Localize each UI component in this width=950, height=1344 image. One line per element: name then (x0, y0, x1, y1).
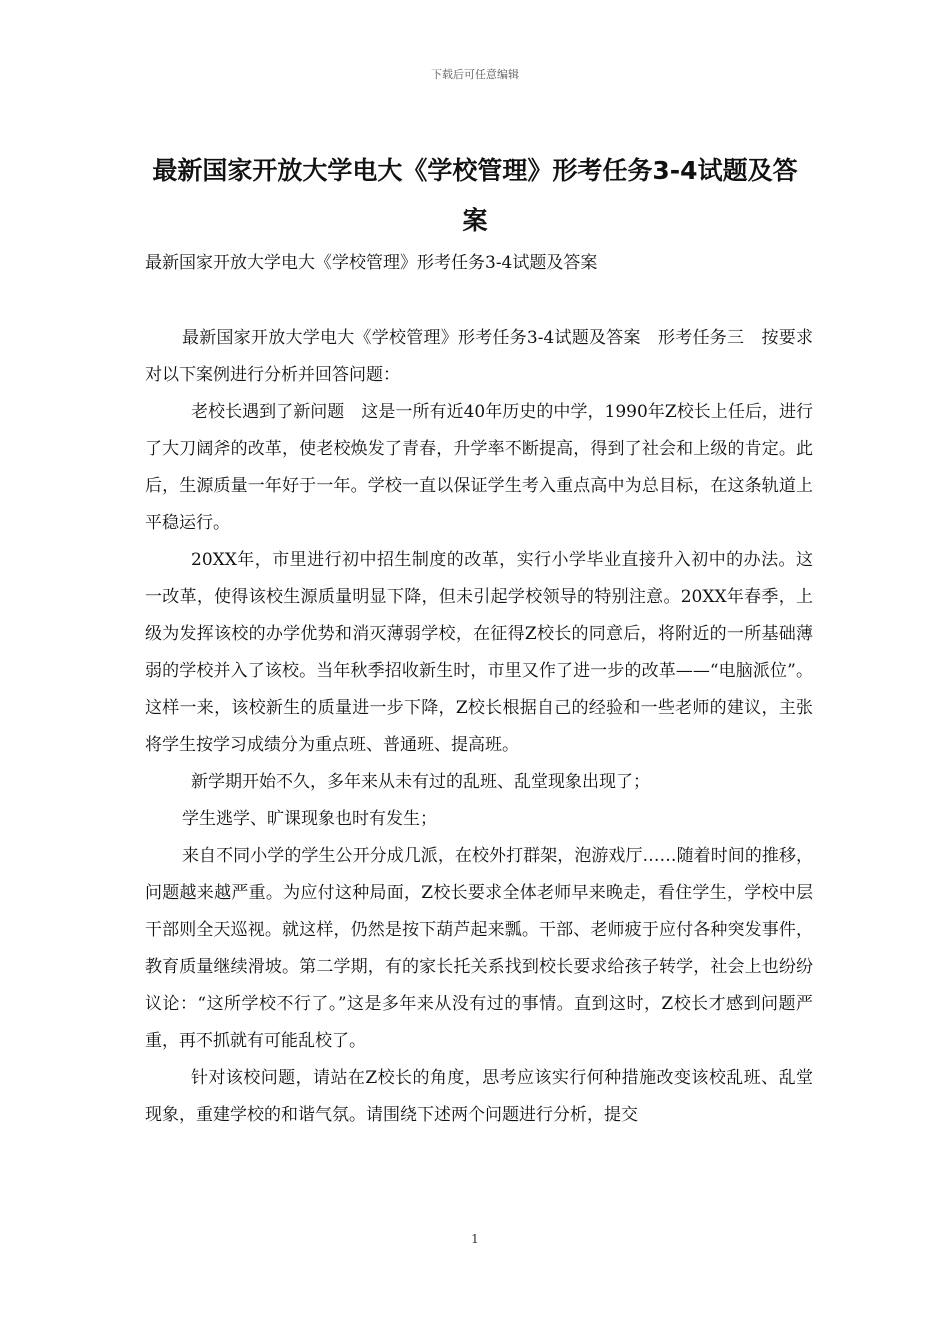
document-body (145, 320, 813, 1134)
paragraph-reform: 20XX年，市里进行初中招生制度的改革，实行小学毕业直接升入初中的办法。这一改革，使得该校生源质量明显下降，但未引起学校领导的特别注意。20XX年春季，上级为发挥该校的办学优势和消灭薄弱学校，在征得Z校长的同意后，将附近的一所基础薄弱的学校并入了该校。当年秋季招收新生时，市里又作了进一步的改革——“电脑派位”。这样一来，该校新生的质量进一步下降，Z校长根据自己的经验和一些老师的建议，主张将学生按学习成绩分为重点班、普通班、提高班。 (145, 550, 813, 755)
paragraph-truancy: 学生逃学、旷课现象也时有发生； (182, 809, 437, 829)
document-subtitle: 最新国家开放大学电大《学校管理》形考任务3-4试题及答案 (145, 253, 598, 273)
paragraph-new-semester: 新学期开始不久，多年来从未有过的乱班、乱堂现象出现了； (191, 772, 650, 792)
paragraph-question: 针对该校问题，请站在Z校长的角度，思考应该实行何种措施改变该校乱班、乱堂现象，重建学校的和谐气氛。请围绕下述两个问题进行分析，提交 (145, 1068, 813, 1125)
header-note: 下载后可任意编辑 (431, 68, 519, 81)
page-number: 1 (471, 1232, 479, 1246)
paragraph-escalation: 来自不同小学的学生公开分成几派，在校外打群架，泡游戏厅……随着时间的推移，问题越来越严重。为应付这种局面，Z校长要求全体老师早来晚走，看住学生，学校中层干部则全天巡视。就这样，仍然是按下葫芦起来瓢。干部、老师疲于应付各种突发事件，教育质量继续滑坡。第二学期，有的家长托关系找到校长要求给孩子转学，社会上也纷纷议论：“这所学校不行了。”这是多年来从没有过的事情。直到这时，Z校长才感到问题严重，再不抓就有可能乱校了。 (145, 846, 813, 1051)
paragraph-intro: 最新国家开放大学电大《学校管理》形考任务3-4试题及答案 形考任务三 按要求对以下案例进行分析并回答问题： (145, 328, 813, 385)
paragraph-case-background: 老校长遇到了新问题 这是一所有近40年历史的中学，1990年Z校长上任后，进行了大刀阔斧的改革，使老校焕发了青春，升学率不断提高，得到了社会和上级的肯定。此后，生源质量一年好于一年。学校一直以保证学生考入重点高中为总目标，在这条轨道上平稳运行。 (145, 402, 813, 533)
document-title: 最新国家开放大学电大《学校管理》形考任务3-4试题及答案 (152, 156, 798, 235)
